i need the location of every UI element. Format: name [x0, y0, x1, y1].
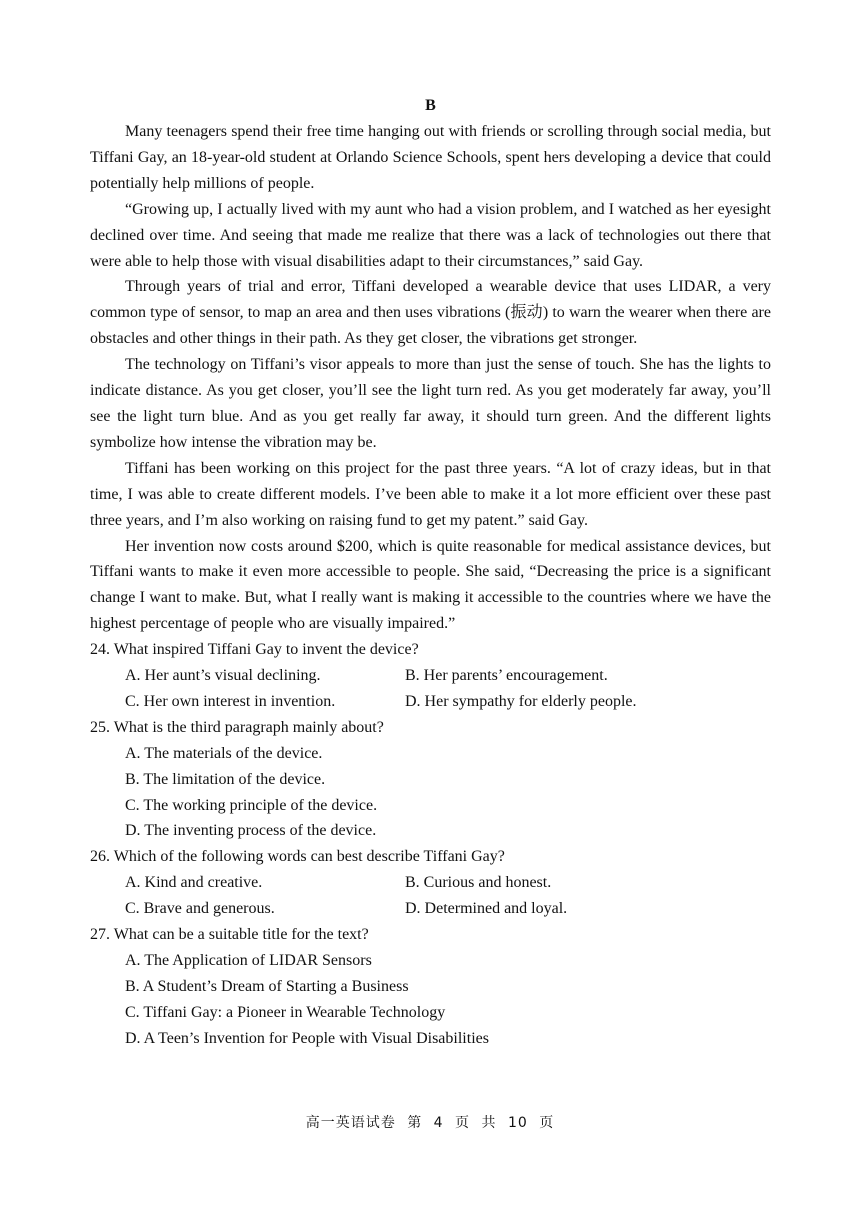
option-d: D. A Teen’s Invention for People with Visual Disabilities [125, 1029, 489, 1047]
option-row [90, 870, 771, 896]
question-27 [90, 922, 771, 1052]
passage-paragraph-3: Through years of trial and error, Tiffani developed a wearable device that uses LIDAR, a very common type of sensor, to map an area and then uses vibrations (振动) to warn the wearer when there are obstacles and other things in their path. As they get closer, the vibrations get stronger. [90, 278, 771, 348]
option-row [90, 663, 771, 689]
question-stem: 27. What can be a suitable title for the text? [90, 926, 369, 944]
option-d: D. The inventing process of the device. [125, 822, 377, 840]
section-title: B [425, 97, 436, 114]
passage-paragraph-6: Her invention now costs around $200, which is quite reasonable for medical assistance devices, but Tiffani wants to make it even more accessible to people. She said, “Decreasing the price is a significant change I want to make. But, what I really want is making it accessible to the countries where we have the highest percentage of people who are visually impaired.” [90, 537, 771, 633]
option-c: C. The working principle of the device. [125, 796, 378, 814]
question-stem: 26. Which of the following words can best describe Tiffani Gay? [90, 848, 505, 866]
option-a: A. The materials of the device. [125, 744, 323, 762]
option-c: C. Her own interest in invention. [125, 692, 336, 710]
option-a: A. The Application of LIDAR Sensors [125, 952, 372, 969]
option-b: B. A Student’s Dream of Starting a Business [125, 977, 409, 995]
option-b: B. Her parents’ encouragement. [405, 667, 608, 685]
option-b: B. The limitation of the device. [125, 770, 326, 788]
question-24 [90, 637, 771, 715]
option-c: C. Tiffani Gay: a Pioneer in Wearable Technology [125, 1003, 446, 1021]
question-26 [90, 844, 771, 922]
option-a: A. Kind and creative. [125, 874, 263, 892]
option-b: B. Curious and honest. [405, 874, 552, 892]
exam-page [90, 93, 771, 1052]
option-row [90, 689, 771, 715]
passage-paragraph-2: “Growing up, I actually lived with my aunt who had a vision problem, and I watched as her eyesight declined over time. And seeing that made me realize that there was a lack of technologies out there that were able to help those with visual disabilities adapt to their circumstances,” said Gay. [90, 200, 771, 270]
question-25 [90, 715, 771, 845]
question-stem: 24. What inspired Tiffani Gay to invent the device? [90, 641, 419, 659]
page-footer: 高一英语试卷 第 4 页 共 10 页 [305, 1115, 555, 1131]
option-a: A. Her aunt’s visual declining. [125, 667, 321, 685]
option-c: C. Brave and generous. [125, 900, 275, 918]
passage-paragraph-5: Tiffani has been working on this project for the past three years. “A lot of crazy ideas, but in that time, I was able to create different models. I’ve been able to make it a lot more efficient over these past three years, and I’m also working on raising fund to get my patent.” said Gay. [90, 459, 771, 529]
option-row [90, 896, 771, 922]
option-d: D. Determined and loyal. [405, 900, 568, 918]
question-stem: 25. What is the third paragraph mainly about? [90, 718, 384, 736]
option-d: D. Her sympathy for elderly people. [405, 692, 637, 710]
passage-paragraph-1: Many teenagers spend their free time hanging out with friends or scrolling through social media, but Tiffani Gay, an 18-year-old student at Orlando Science Schools, spent hers developing a device that could potentially help millions of people. [90, 123, 771, 192]
passage-paragraph-4: The technology on Tiffani’s visor appeals to more than just the sense of touch. She has the lights to indicate distance. As you get closer, you’ll see the light turn red. As you get moderately far away, you’ll see the light turn blue. And as you get really far away, it should turn green. And the different lights symbolize how intense the vibration may be. [90, 356, 771, 451]
